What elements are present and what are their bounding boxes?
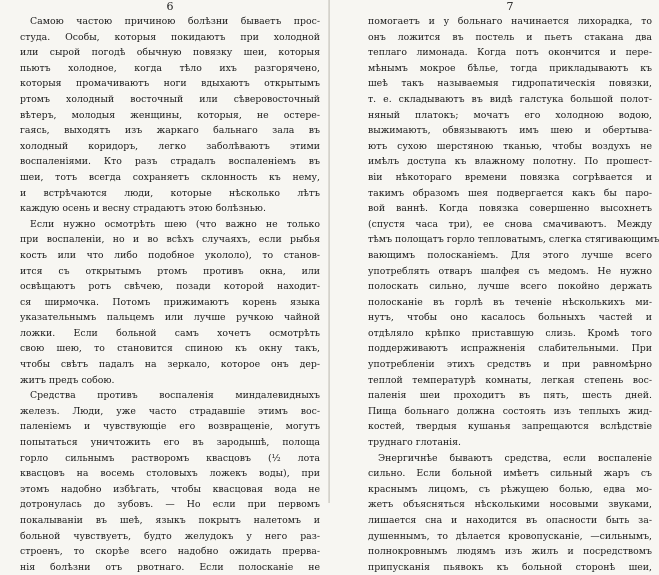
text-line: нутъ, чтобы оно касалось больныхъ частей и	[368, 312, 652, 324]
text-line: больной чувствуетъ, будто желудокъ у него раз-	[20, 530, 320, 542]
text-line: душеннымъ, то дѣлается кровопусканіе, —сильнымъ,	[368, 530, 652, 542]
text-line: няный платокъ; мочатъ его холодною водою,	[368, 109, 652, 121]
text-line: железъ. Люди, уже часто страдавшіе этимъ вос-	[20, 405, 320, 417]
text-line: ртомъ холодный восточный или сѣверовосточный	[20, 93, 320, 105]
text-line: віи нѣкотораго времени повязка согрѣвается и	[368, 171, 652, 183]
text-line: поддерживаютъ испражненія слабительными. При	[368, 343, 652, 355]
text-line: Средства противъ воспаленія миндалевидныхъ	[30, 390, 320, 402]
text-line: житъ предъ собою.	[20, 374, 115, 386]
text-line: вѣтеръ, молодыя женщины, которыя, не остере-	[20, 109, 320, 121]
text-line: которыя промачиваютъ ноги вдыхаютъ открытымъ	[20, 78, 320, 90]
text-line: шеѣ такъ называемыя гидропатическія повязки,	[368, 78, 652, 90]
page-number-right: 7	[506, 0, 514, 13]
text-line: паленіемъ и чувствующіе его возвращеніе, могутъ	[20, 421, 320, 433]
text-line: костей, твердыя кушанья запрещаются вслѣдствіе	[368, 421, 652, 433]
text-line: ится съ открытымъ ртомъ противъ окна, или	[20, 265, 320, 277]
text-line: чтобы свѣтъ падалъ на зеркало, которое онъ дер-	[20, 359, 320, 371]
text-line: лишается сна и находится въ опасности быть за-	[368, 515, 652, 526]
left-page	[0, 0, 328, 573]
text-line: труднаго глотанія.	[368, 437, 461, 449]
text-line: онъ ложится въ постель и пьетъ стакана два	[368, 31, 652, 43]
text-line: такимъ образомъ шея подвергается какъ бы паро-	[368, 187, 652, 199]
text-line: каждую осень и весну страдаютъ этою болѣзнью.	[20, 203, 266, 215]
text-line: гаясь, выходятъ изъ жаркаго бальнаго зала въ	[20, 125, 320, 137]
text-line: вающимъ полосканіемъ. Для этого лучше всего	[368, 249, 652, 261]
left-page-body	[20, 14, 320, 575]
text-line: теплаго лимонада. Когда потъ окончится и пере-	[368, 47, 652, 59]
text-line: ложки. Если больной самъ хочетъ осмотрѣть	[20, 327, 320, 339]
text-line: шеи, тотъ всегда сохраняетъ склонность къ нему,	[20, 171, 320, 183]
text-line: теплой температурѣ комнаты, легкая степень вос-	[368, 374, 652, 386]
text-line: употребленіи этихъ средствъ и при равномѣрно	[368, 359, 652, 371]
text-line: ютъ сухою шерстяною тканью, чтобы воздухъ не	[368, 140, 652, 152]
right-page-body	[368, 14, 659, 575]
text-line: холодный коридоръ, легко заболѣваютъ этими	[20, 140, 320, 152]
text-line: выжимаютъ, обвязываютъ имъ шею и обертыва-	[368, 125, 652, 137]
text-line: при воспаленіи, но и во всѣхъ случаяхъ, если рыбья	[20, 234, 320, 246]
text-line: ся ширмочка. Потомъ прижимаютъ корень языка	[20, 296, 320, 308]
text-line: имѣлъ доступа къ влажному полотну. По прошест-	[368, 156, 652, 168]
text-line: употреблять отваръ шалфея съ медомъ. Не нужно	[368, 265, 652, 277]
text-line: сильно. Если больной имѣетъ сильный жаръ съ	[368, 468, 652, 480]
text-line: Пища больнаго должна состоять изъ теплыхъ жид-	[368, 405, 652, 417]
right-page	[330, 0, 659, 573]
text-line: пьютъ холодное, когда тѣло ихъ разгорячено,	[20, 62, 320, 74]
text-line: квасцовъ на восемь столовыхъ ложекъ воды), при	[20, 468, 320, 480]
text-line: вой ваннѣ. Когда повязка совершенно высохнетъ	[368, 203, 652, 215]
text-line: припусканія пьявокъ къ больной сторонѣ шеи,	[368, 561, 652, 573]
text-line: дотронулась до зубовъ. — Но если при первомъ	[20, 499, 320, 511]
text-line: тѣмъ полощатъ горло тепловатымъ, слегка стягивающимъ	[368, 234, 659, 246]
text-line: воспаленіями. Кто разъ страдалъ воспаленіемъ въ	[20, 156, 320, 168]
text-line: краснымъ лицомъ, съ рѣжущею болью, едва мо-	[368, 483, 652, 495]
text-line: помогаетъ и у больнаго начинается лихорадка, то	[368, 16, 652, 27]
text-line: покалываніи въ шеѣ, языкъ покрытъ налетомъ и	[20, 515, 320, 526]
text-line: мѣнымъ мокрое бѣлье, тогда прикладываютъ къ	[368, 62, 652, 74]
text-line: нія болѣзни отъ рвотнаго. Если полосканіе не	[20, 561, 320, 573]
text-line: или сырой погодѣ обычную повязку шеи, которыя	[20, 47, 320, 59]
text-line: Самою частою причиною болѣзни бываетъ прос-	[30, 16, 320, 27]
text-line: строенъ, то скорѣе всего надобно ожидать прерва-	[20, 546, 320, 558]
text-line: Энергичнѣе бываютъ средства, если воспаленіе	[378, 452, 652, 464]
text-line: отдѣляло крѣпко приставшую слизь. Кромѣ того	[368, 327, 652, 339]
page-number-left: 6	[166, 0, 174, 13]
text-line: т. е. складываютъ въ видѣ галстука большой полот-	[368, 93, 652, 105]
text-line: (спустя часа три), ее снова смачиваютъ. Между	[368, 218, 652, 230]
text-line: паленія шеи проходитъ въ пять, шесть дней.	[368, 390, 652, 402]
text-line: этомъ надобно избѣгать, чтобы квасцовая вода не	[20, 483, 320, 495]
text-line: попытаться уничтожить его въ зародышѣ, полоща	[20, 437, 320, 449]
text-line: полосканіе въ горлѣ въ теченіе нѣсколькихъ ми-	[368, 296, 652, 308]
text-line: освѣщаютъ ротъ свѣчею, позади которой находит-	[20, 281, 320, 293]
text-line: полнокровнымъ людямъ изъ жилъ и посредствомъ	[368, 546, 652, 558]
text-line: студа. Особы, которыя покидаютъ при холодной	[20, 31, 320, 43]
text-line: горло сильнымъ растворомъ квасцовъ (½ лота	[20, 452, 320, 464]
text-line: кость или что либо подобное укололо), то станов-	[20, 249, 320, 261]
text-line: жетъ объясняться нѣсколькими носовыми звуками,	[368, 499, 652, 511]
text-line: указательнымъ пальцемъ или лучше ручкою чайной	[20, 312, 320, 324]
text-line: Если нужно осмотрѣть шею (что важно не только	[30, 218, 320, 230]
text-line: свою шею, то становится спиною къ окну такъ,	[20, 343, 320, 355]
text-line: полоскать сильно, лучше всего покойно держать	[368, 281, 652, 293]
text-line: и встрѣчаются люди, которые нѣсколько лѣтъ	[20, 187, 320, 199]
